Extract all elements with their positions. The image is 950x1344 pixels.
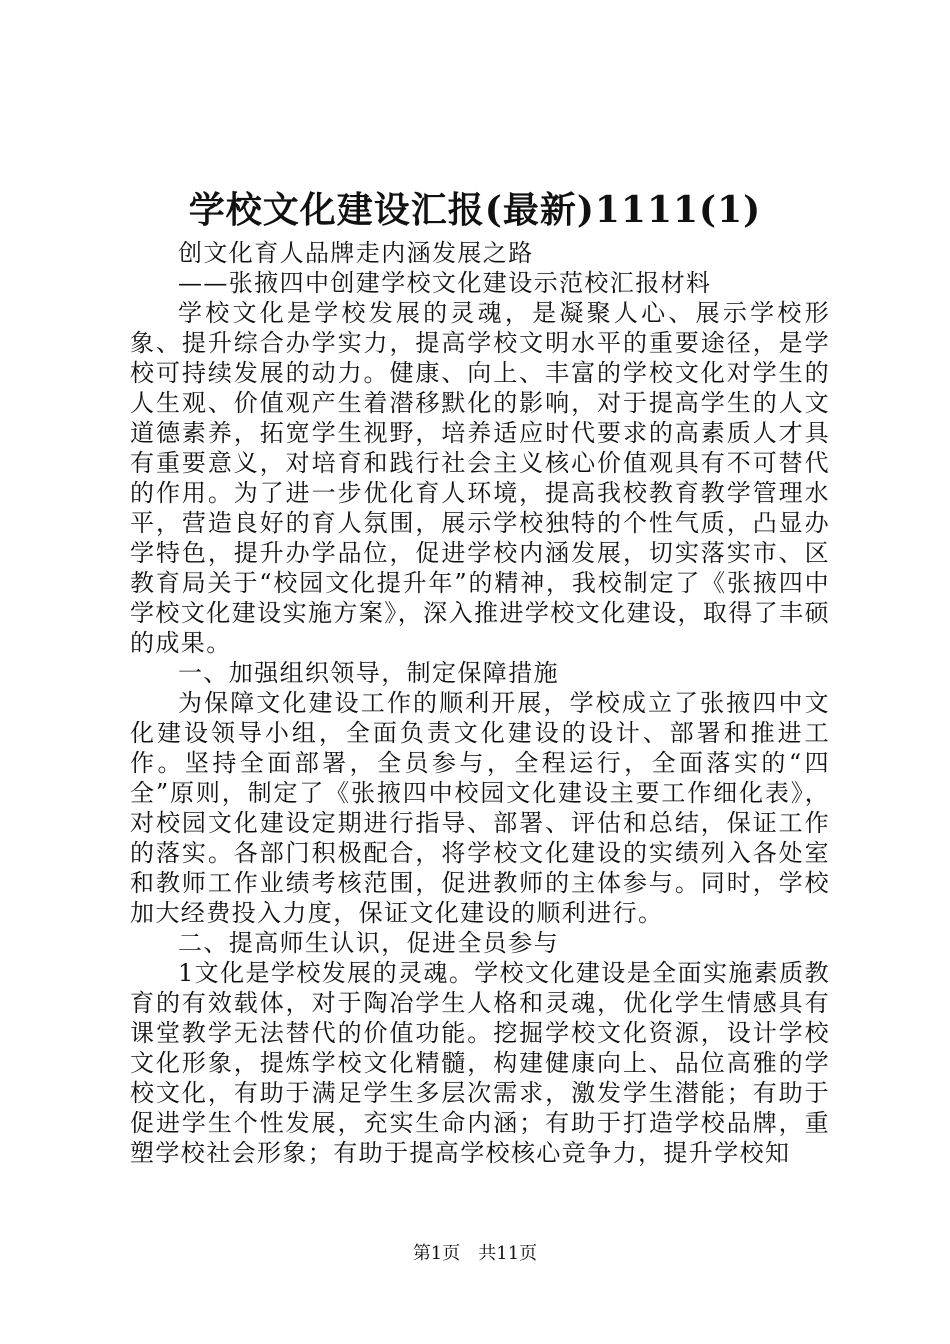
document-body: [130, 238, 830, 1168]
byline: ——张掖四中创建学校文化建设示范校汇报材料: [178, 269, 712, 297]
paragraph-intro: 学校文化是学校发展的灵魂，是凝聚人心、展示学校形象、提升综合办学实力，提高学校文明水平的重要途径，是学校可持续发展的动力。健康、向上、丰富的学校文化对学生的人生观、价值观产生着潜移默化的影响，对于提高学生的人文道德素养，拓宽学生视野，培养适应时代要求的高素质人才具有重要意义，对培育和践行社会主义核心价值观具有不可替代的作用。为了进一步优化育人环境，提高我校教育教学管理水平，营造良好的育人氛围，展示学校独特的个性气质，凸显办学特色，提升办学品位，促进学校内涵发展，切实落实市、区教育局关于“校园文化提升年”的精神，我校制定了《张掖四中学校文化建设实施方案》，深入推进学校文化建设，取得了丰硕的成果。: [130, 299, 830, 657]
document-title: 学校文化建设汇报(最新)1111(1): [188, 189, 762, 231]
section-heading-2: 二、提高师生认识，促进全员参与: [178, 929, 559, 957]
page-footer: [0, 1241, 950, 1267]
subtitle: 创文化育人品牌走内涵发展之路: [178, 239, 534, 267]
paragraph-section-1: 为保障文化建设工作的顺利开展，学校成立了张掖四中文化建设领导小组，全面负责文化建设的设计、部署和推进工作。坚持全面部署，全员参与，全程运行，全面落实的“四全”原则，制定了《张掖四中校园文化建设主要工作细化表》，对校园文化建设定期进行指导、部署、评估和总结，保证工作的落实。各部门积极配合，将学校文化建设的实绩列入各处室和教师工作业绩考核范围，促进教师的主体参与。同时，学校加大经费投入力度，保证文化建设的顺利进行。: [130, 689, 830, 927]
page-total: 共11页: [478, 1243, 538, 1264]
page-number: 第1页: [412, 1243, 461, 1264]
section-heading-1: 一、加强组织领导，制定保障措施: [178, 659, 559, 687]
paragraph-section-2: 1文化是学校发展的灵魂。学校文化建设是全面实施素质教育的有效载体，对于陶冶学生人格和灵魂，优化学生情感具有课堂教学无法替代的价值功能。挖掘学校文化资源，设计学校文化形象，提炼学校文化精髓，构建健康向上、品位高雅的学校文化，有助于满足学生多层次需求，激发学生潜能；有助于促进学生个性发展，充实生命内涵；有助于打造学校品牌，重塑学校社会形象；有助于提高学校核心竞争力，提升学校知: [130, 959, 830, 1167]
